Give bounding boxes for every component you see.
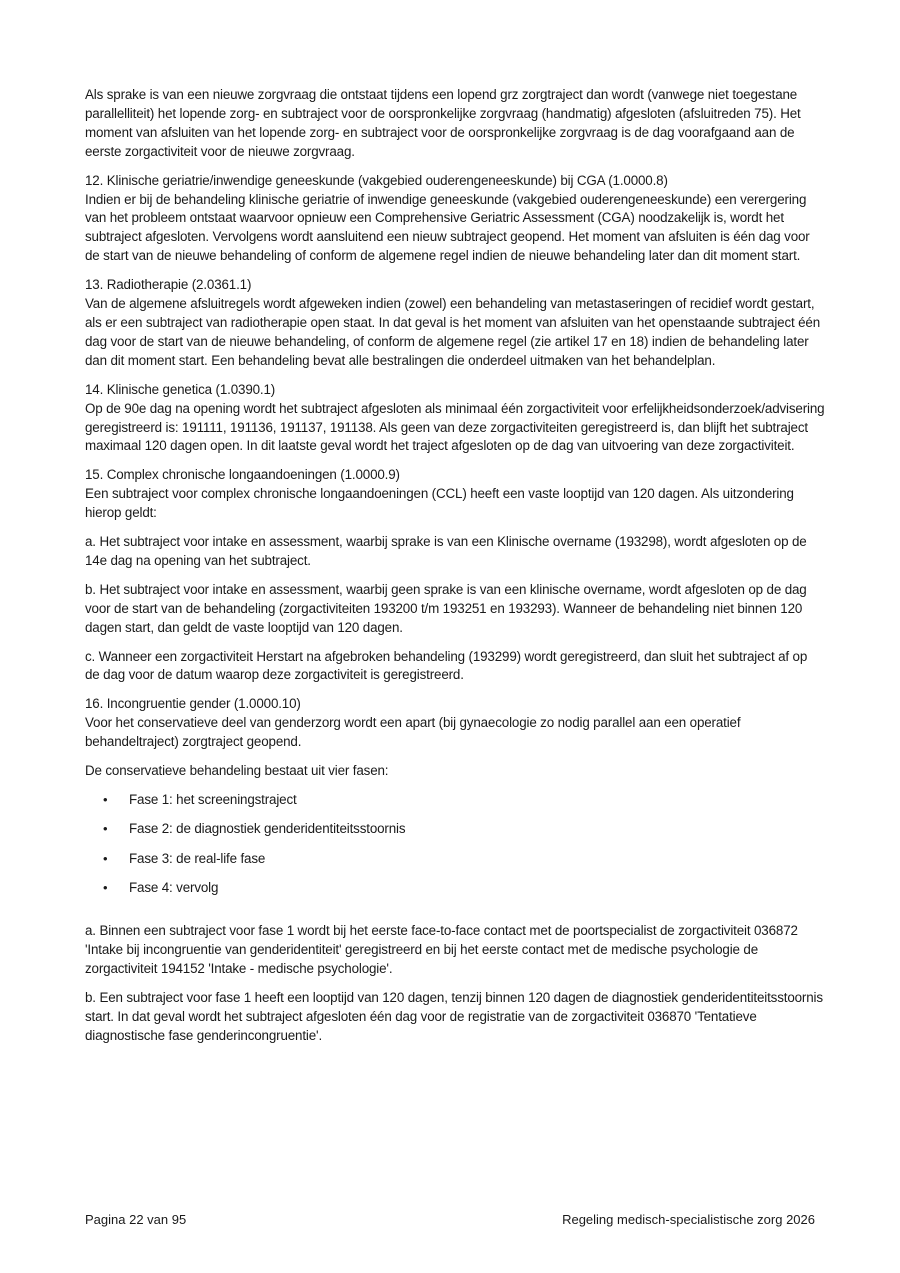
phase-list (85, 791, 825, 898)
phase-label: Fase 3: de real-life fase (129, 850, 266, 866)
page-footer (85, 1212, 815, 1227)
phase-item (85, 791, 825, 810)
phase-label: Fase 2: de diagnostiek genderidentiteitsstoornis (129, 821, 406, 837)
section-body: Op de 90e dag na opening wordt het subtraject afgesloten als minimaal één zorgactiviteit voor erfelijkheidsonderzoek/advisering geregistreerd is: 191111, 191136, 191137, 191138. Als geen van deze zorgactiviteiten geregistreerd is, dan blijft het subtraject maximaal 120 dagen open. In dit laatste geval wordt het traject afgesloten op de dag van uitvoering van deze zorgactiviteit. (85, 400, 825, 454)
section-heading: 16. Incongruentie gender (1.0000.10) (85, 696, 301, 712)
section-heading: 12. Klinische geriatrie/inwendige geneeskunde (vakgebied ouderengeneeskunde) bij CGA (1.0000.8) (85, 172, 668, 188)
section-body: Indien er bij de behandeling klinische geriatrie of inwendige geneeskunde (vakgebied ouderengeneeskunde) een verergering van het probleem ontstaat waarvoor opnieuw een Comprehensive Geriatric Assessment (CGA) noodzakelijk is, wordt het subtraject afgesloten. Vervolgens wordt aansluitend een nieuw subtraject geopend. Het moment van afsluiten is één dag voor de start van de nieuwe behandeling of conform de algemene regel indien de nieuwe behandeling later dan dit moment start. (85, 191, 810, 264)
list-item: a. Het subtraject voor intake en assessment, waarbij sprake is van een Klinische overname (193298), wordt afgesloten op de 14e dag na opening van het subtraject. (85, 534, 807, 568)
list-item: b. Een subtraject voor fase 1 heeft een looptijd van 120 dagen, tenzij binnen 120 dagen de diagnostiek genderidentiteitsstoornis start. In dat geval wordt het subtraject afgesloten één dag voor de registratie van de zorgactiviteit 036870 'Tentatieve diagnostische fase genderincongruentie'. (85, 989, 823, 1043)
list-item: b. Het subtraject voor intake en assessment, waarbij geen sprake is van een klinische overname, wordt afgesloten op de dag voor de start van de behandeling (zorgactiviteiten 193200 t/m 193251 en 193293). Wanneer de behandeling niet binnen 120 dagen start, dan geldt de vaste looptijd van 120 dagen. (85, 581, 807, 635)
bullet-icon: • (103, 880, 108, 896)
section-heading: 14. Klinische genetica (1.0390.1) (85, 381, 276, 397)
bullet-icon: • (103, 821, 108, 837)
list-item: a. Binnen een subtraject voor fase 1 wordt bij het eerste face-to-face contact met de poortspecialist de zorgactiviteit 036872 'Intake bij incongruentie van genderidentiteit' geregistreerd en bij het eerste contact met de medische psychologie de zorgactiviteit 194152 'Intake - medische psychologie'. (85, 923, 798, 976)
page-number: Pagina 22 van 95 (85, 1212, 187, 1227)
phase-item (85, 850, 825, 869)
section-heading: 13. Radiotherapie (2.0361.1) (85, 277, 252, 293)
phase-label: Fase 1: het screeningstraject (129, 792, 297, 807)
section-14 (85, 381, 825, 457)
phase-item (85, 879, 825, 898)
section-16 (85, 695, 825, 752)
list-item: c. Wanneer een zorgactiviteit Herstart na afgebroken behandeling (193299) wordt geregistreerd, dan sluit het subtraject af op de dag voor de datum waarop deze zorgactiviteit is geregistreerd. (85, 648, 808, 683)
phase-item (85, 820, 825, 839)
intro-paragraph: Als sprake is van een nieuwe zorgvraag die ontstaat tijdens een lopend grz zorgtraject dan wordt (vanwege niet toegestane parallelliteit) het lopende zorg- en subtraject voor de oorspronkelijke zorgvraag (handmatig) afgesloten (afsluitreden 75). Het moment van afsluiten van het lopende zorg- en subtraject voor de oorspronkelijke zorgvraag is de dag voorafgaand aan de eerste zorgactiviteit voor de nieuwe zorgvraag. (85, 87, 801, 159)
section-body: Een subtraject voor complex chronische longaandoeningen (CCL) heeft een vaste looptijd van 120 dagen. Als uitzondering hierop geldt: (85, 486, 794, 521)
bullet-icon: • (103, 850, 108, 866)
section-body: Voor het conservatieve deel van genderzorg wordt een apart (bij gynaecologie zo nodig parallel aan een operatief behandeltraject) zorgtraject geopend. (85, 715, 741, 750)
phases-intro: De conservatieve behandeling bestaat uit vier fasen: (85, 763, 389, 779)
phase-label: Fase 4: vervolg (129, 880, 219, 896)
section-15 (85, 466, 825, 523)
section-13 (85, 276, 825, 371)
document-page (85, 86, 825, 1056)
bullet-icon: • (103, 792, 108, 807)
document-title: Regeling medisch-specialistische zorg 2026 (562, 1212, 815, 1227)
section-body: Van de algemene afsluitregels wordt afgeweken indien (zowel) een behandeling van metastaseringen of recidief wordt gestart, als er een subtraject van radiotherapie open staat. In dat geval is het moment van afsluiten van het openstaande subtraject één dag voor de start van de nieuwe behandeling, of conform de algemene regel (zie artikel 17 en 18) indien de behandeling later dan dit moment start. Een behandeling bevat alle bestralingen die onderdeel uitmaken van het behandelplan. (85, 296, 821, 368)
section-12 (85, 172, 825, 267)
section-heading: 15. Complex chronische longaandoeningen (1.0000.9) (85, 467, 400, 483)
